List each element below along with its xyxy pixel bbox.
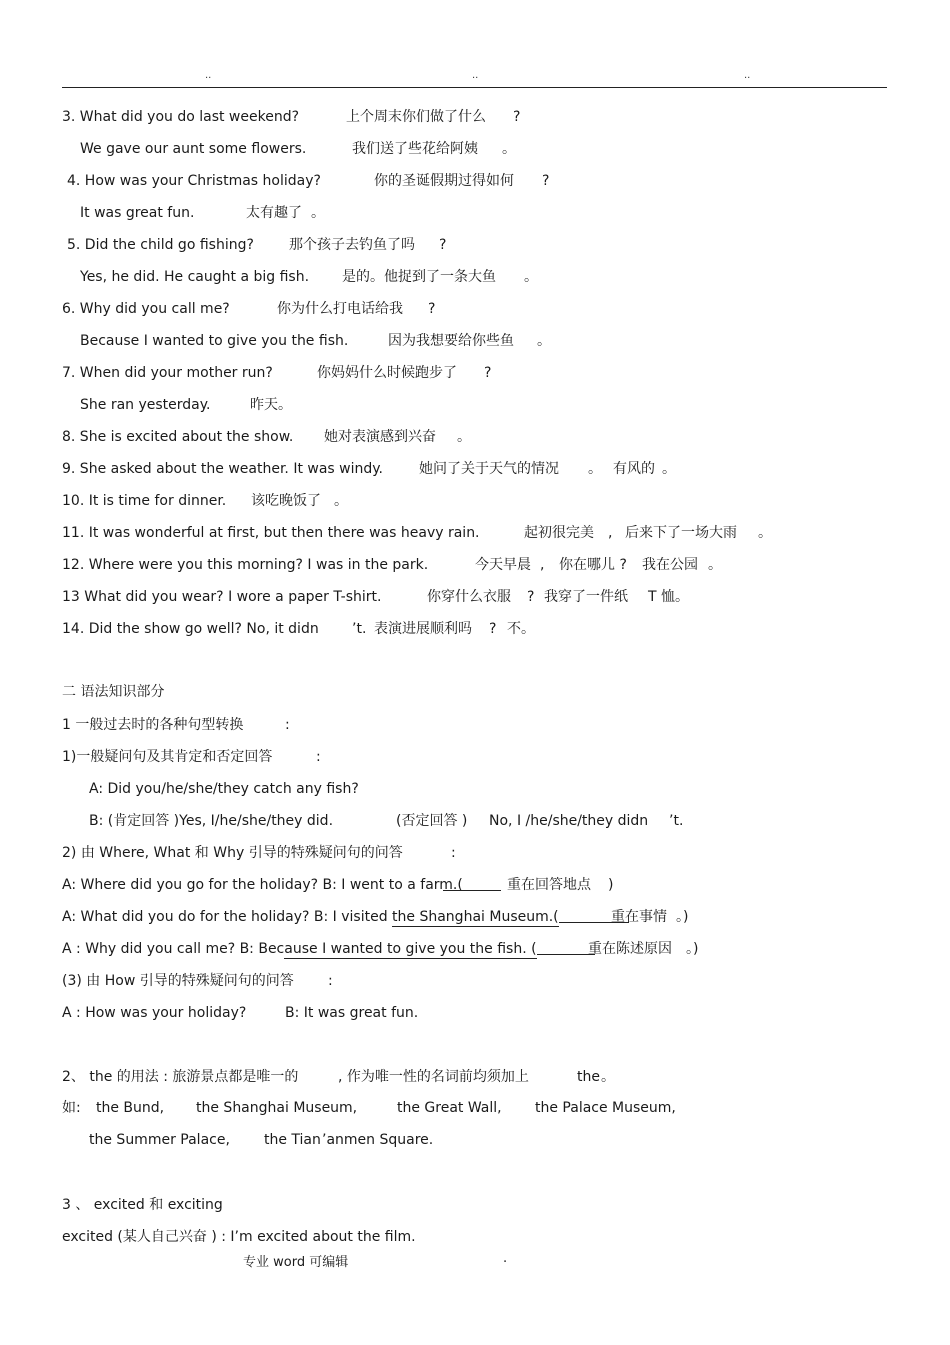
sub-1-question: A: Did you/he/she/they catch any fish?: [89, 781, 359, 797]
sentence-zh-2: 不。: [507, 621, 535, 637]
sub-3-answer: B: It was great fun.: [285, 1005, 419, 1021]
example-item: the Palace Museum,: [535, 1100, 676, 1116]
footer-label: 专业 word 可编辑: [243, 1255, 349, 1270]
sentence-punct: ?: [484, 365, 492, 381]
sub-1-negative-label: (否定回答 ): [396, 813, 468, 829]
answer-blank: [443, 875, 501, 895]
example-item: the Tian: [264, 1132, 321, 1148]
sub-1-answer-positive: B: (肯定回答 )Yes, I/he/she/they did.: [89, 813, 334, 829]
example-text: A: Where did you go for the holiday? B: I went to a farm.(: [62, 877, 463, 893]
example-text-pre: A : Why did you call me? B: Bec: [62, 941, 285, 957]
sentence-punct: ?: [513, 109, 521, 125]
sub-1-title: 1)一般疑问句及其肯定和否定回答: [62, 749, 273, 765]
sentence-punct: ?: [527, 589, 535, 605]
sentence-en: It was great fun.: [80, 205, 195, 221]
point-3-title: 3 、 excited 和 exciting: [62, 1197, 223, 1213]
sentence-en: 8. She is excited about the show.: [62, 429, 294, 445]
sentence-zh-3: T 恤。: [648, 589, 690, 605]
section-title: 二 语法知识部分: [62, 684, 165, 700]
sentence-en: Because I wanted to give you the fish.: [80, 333, 349, 349]
sentence-zh: 今天早晨: [475, 557, 531, 573]
sentence-en: 6. Why did you call me?: [62, 301, 230, 317]
example-text: [62, 939, 595, 959]
point-2-rule: , 作为唯一性的名词前均须加上: [338, 1069, 529, 1085]
sentence-punct-3: 。: [708, 557, 722, 573]
sentence-zh: 太有趣了: [246, 205, 302, 221]
sentence-punct-2: 。: [662, 461, 676, 477]
sentence-zh: 表演进展顺利吗: [374, 621, 472, 637]
sentence-zh: 她问了关于天气的情况: [419, 461, 559, 477]
sentence-zh-2: 后来下了一场大雨: [625, 525, 737, 541]
sub-2-colon: :: [451, 845, 456, 861]
sub-1-answer-negative: No, I /he/she/they didn: [489, 813, 649, 829]
sentence-en: Yes, he did. He caught a big fish.: [80, 269, 310, 285]
sentence-en: She ran yesterday.: [80, 397, 211, 413]
sub-3-colon: :: [328, 973, 333, 989]
sentence-en: We gave our aunt some flowers.: [80, 141, 307, 157]
example-note: 重在回答地点: [507, 877, 591, 893]
sentence-punct: 。: [537, 333, 551, 349]
example-end: 。): [686, 941, 699, 957]
sentence-punct: ,: [540, 557, 545, 573]
sentence-punct: ,: [608, 525, 613, 541]
sentence-punct: 。: [311, 205, 325, 221]
sentence-en: 11. It was wonderful at first, but then there was heavy rain.: [62, 525, 480, 541]
sentence-zh: 因为我想要给你些鱼: [388, 333, 514, 349]
sentence-zh: 那个孩子去钓鱼了吗: [289, 237, 415, 253]
sentence-punct-2: 。: [758, 525, 772, 541]
sentence-punct: 。: [588, 461, 602, 477]
header-dot-right: ..: [744, 70, 751, 81]
sentence-zh: 起初很完美: [524, 525, 594, 541]
sentence-zh-2: 有风的: [613, 461, 655, 477]
sub-1-answer-negative-tail: ’t.: [669, 813, 684, 829]
sentence-en: 4. How was your Christmas holiday?: [67, 173, 321, 189]
point-2-title: 2、 the 的用法 : 旅游景点都是唯一的: [62, 1069, 299, 1085]
sentence-zh-2: 我穿了一件纸: [544, 589, 628, 605]
sentence-zh: 你的圣诞假期过得如何: [374, 173, 514, 189]
example-item: the Shanghai Museum,: [196, 1100, 358, 1116]
sentence-en: 9. She asked about the weather. It was windy.: [62, 461, 384, 477]
example-item: the Bund,: [96, 1100, 165, 1116]
example-end: 。): [676, 909, 689, 925]
sentence-zh: 你妈妈什么时候跑步了: [317, 365, 457, 381]
sentence-en-tail: ’t.: [352, 621, 367, 637]
sentence-en: 13 What did you wear? I wore a paper T-shirt.: [62, 589, 382, 605]
point-1-title: 1 一般过去时的各种句型转换: [62, 717, 244, 733]
sentence-punct: ?: [489, 621, 497, 637]
sentence-zh: 我们送了些花给阿姨: [352, 141, 478, 157]
sentence-zh: 你为什么打电话给我: [277, 301, 403, 317]
header-rule: [62, 87, 887, 88]
example-item: ’anmen Square.: [322, 1132, 434, 1148]
sentence-punct: 。: [457, 429, 471, 445]
sentence-punct: ?: [542, 173, 550, 189]
point-2-end: 。: [601, 1069, 615, 1085]
sub-1-colon: :: [316, 749, 321, 765]
point-1-colon: :: [285, 717, 290, 733]
sub-2-title: 2) 由 Where, What 和 Why 引导的特殊疑问句的问答: [62, 845, 403, 861]
sentence-en: 5. Did the child go fishing?: [67, 237, 254, 253]
sentence-punct: 。: [502, 141, 516, 157]
examples-label: 如:: [62, 1100, 81, 1116]
sub-3-title: (3) 由 How 引导的特殊疑问句的问答: [62, 973, 294, 989]
sentence-zh: 你穿什么衣服: [427, 589, 511, 605]
example-note: 重在事情: [611, 909, 667, 925]
sentence-zh: 昨天。: [250, 397, 292, 413]
sub-3-question: A : How was your holiday?: [62, 1005, 247, 1021]
point-3-line: excited (某人自己兴奋 ) : I’m excited about the film.: [62, 1229, 416, 1245]
sentence-en: 10. It is time for dinner.: [62, 493, 227, 509]
example-item: the Great Wall,: [397, 1100, 502, 1116]
sentence-zh-3: 我在公园: [642, 557, 698, 573]
sentence-zh: 她对表演感到兴奋: [324, 429, 436, 445]
sentence-punct: 。: [524, 269, 538, 285]
answer-blank: [537, 940, 595, 955]
sentence-punct: ?: [439, 237, 447, 253]
sentence-punct: ?: [428, 301, 436, 317]
example-end: ): [608, 877, 614, 893]
example-text-underlined: ause I wanted to give you the fish. (: [284, 941, 537, 957]
sentence-zh: 该吃晚饭了: [251, 493, 321, 509]
sentence-en: 14. Did the show go well? No, it didn: [62, 621, 319, 637]
example-text: [62, 907, 629, 927]
point-2-the: the: [577, 1069, 600, 1085]
sentence-en: 7. When did your mother run?: [62, 365, 273, 381]
example-text-pre: A: What did you do for the holiday? B: I visited: [62, 909, 393, 925]
sentence-zh: 上个周末你们做了什么: [346, 109, 486, 125]
sentence-zh-2: 你在哪儿 ?: [559, 557, 627, 573]
footer-dot: .: [503, 1251, 508, 1266]
example-text-underlined: the Shanghai Museum.(: [392, 909, 559, 925]
sentence-en: 3. What did you do last weekend?: [62, 109, 300, 125]
header-dot-mid: ..: [472, 70, 479, 81]
example-note: 重在陈述原因: [588, 941, 672, 957]
sentence-zh: 是的。他捉到了一条大鱼: [342, 269, 496, 285]
sentence-en: 12. Where were you this morning? I was in the park.: [62, 557, 429, 573]
header-dot-left: ..: [205, 70, 212, 81]
example-item: the Summer Palace,: [89, 1132, 230, 1148]
sentence-punct: 。: [334, 493, 348, 509]
